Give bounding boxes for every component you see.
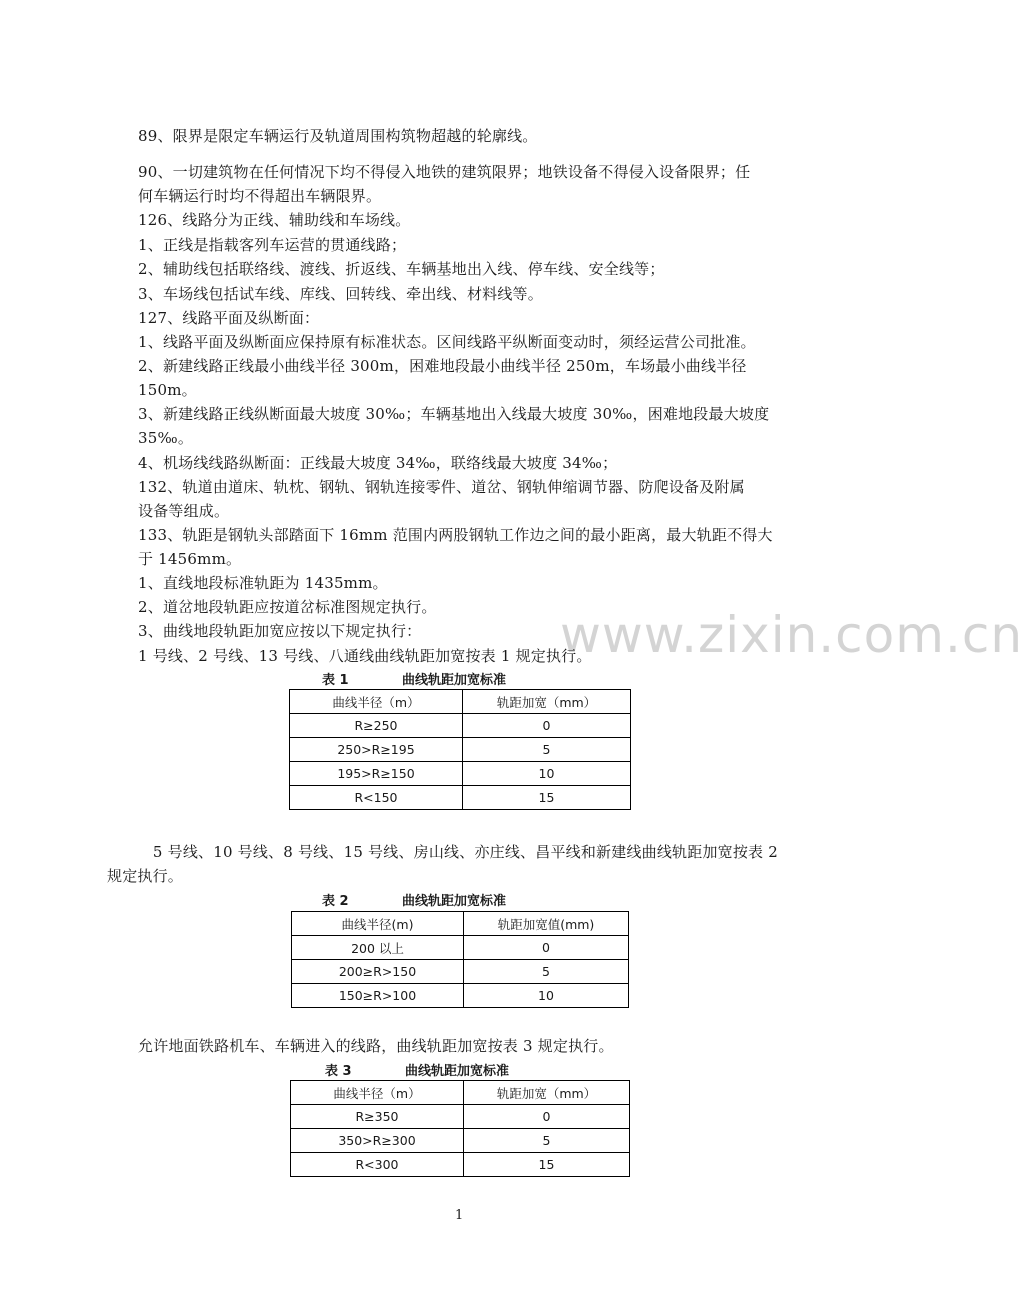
table2-number: 表 2 [322, 894, 349, 909]
paragraph-table2-intro [138, 842, 778, 862]
table-row [291, 1105, 630, 1129]
table2-caption [322, 890, 506, 909]
paragraph-133: 133、轨距是钢轨头部踏面下 16mm 范围内两股钢轨工作边之间的最小距离，最大轨距不得大 [138, 526, 773, 544]
table-cell: 5 [463, 738, 631, 762]
paragraph-table3-intro: 允许地面铁路机车、车辆进入的线路，曲线轨距加宽按表 3 规定执行。 [138, 1037, 614, 1055]
table3-number: 表 3 [325, 1064, 352, 1079]
list-item: 1、直线地段标准轨距为 1435mm。 [138, 574, 388, 592]
page-number: 1 [455, 1208, 464, 1223]
paragraph-table2-intro-cont: 规定执行。 [107, 867, 184, 885]
table-cell: R<300 [291, 1153, 464, 1177]
table-header-cell: 轨距加宽（mm） [463, 690, 631, 714]
table-row [290, 738, 631, 762]
paragraph-133-cont: 于 1456mm。 [138, 550, 242, 568]
table1-caption [322, 669, 506, 688]
table-cell: 5 [464, 1129, 630, 1153]
table-row [290, 786, 631, 810]
table-cell: 195>R≥150 [290, 762, 463, 786]
paragraph-table2-intro-text: 5 号线、10 号线、8 号线、15 号线、房山线、亦庄线、昌平线和新建线曲线轨距加宽按表 2 [152, 843, 778, 861]
paragraph-132: 132、轨道由道床、轨枕、钢轨、钢轨连接零件、道岔、钢轨伸缩调节器、防爬设备及附属 [138, 478, 745, 496]
list-item: 3、新建线路正线纵断面最大坡度 30‰；车辆基地出入线最大坡度 30‰，困难地段最大坡度 [138, 405, 770, 423]
table-header-cell: 曲线半径(m) [292, 912, 464, 936]
table1 [289, 689, 631, 810]
list-item: 2、新建线路正线最小曲线半径 300m，困难地段最小曲线半径 250m，车场最小曲线半径 [138, 357, 747, 375]
list-item: 2、辅助线包括联络线、渡线、折返线、车辆基地出入线、停车线、安全线等； [138, 260, 665, 278]
table2-title: 曲线轨距加宽标准 [402, 894, 507, 909]
list-item: 2、道岔地段轨距应按道岔标准图规定执行。 [138, 598, 437, 616]
table-header-row [292, 912, 629, 936]
table-row [292, 984, 629, 1008]
paragraph-127: 127、线路平面及纵断面： [138, 309, 320, 327]
table-cell: 250>R≥195 [290, 738, 463, 762]
table-cell: 200 以上 [292, 936, 464, 960]
table-row [291, 1129, 630, 1153]
table-header-cell: 轨距加宽值(mm) [464, 912, 629, 936]
table-cell: 0 [464, 1105, 630, 1129]
table3-caption [325, 1060, 509, 1079]
table-header-cell: 曲线半径（m） [291, 1081, 464, 1105]
table-cell: 0 [464, 936, 629, 960]
table-cell: 5 [464, 960, 629, 984]
table-cell: R<150 [290, 786, 463, 810]
table-header-cell: 轨距加宽（mm） [464, 1081, 630, 1105]
table-row [292, 960, 629, 984]
list-item: 3、车场线包括试车线、库线、回转线、牵出线、材料线等。 [138, 285, 543, 303]
table-cell: 10 [464, 984, 629, 1008]
table-cell: 15 [464, 1153, 630, 1177]
list-item: 1、正线是指载客列车运营的贯通线路； [138, 236, 407, 254]
table-cell: 350>R≥300 [291, 1129, 464, 1153]
paragraph-89: 89、限界是限定车辆运行及轨道周围构筑物超越的轮廓线。 [138, 127, 538, 145]
paragraph-90-cont: 何车辆运行时均不得超出车辆限界。 [138, 187, 382, 205]
paragraph-132-cont: 设备等组成。 [138, 502, 230, 520]
table1-title: 曲线轨距加宽标准 [402, 673, 507, 688]
table-cell: R≥350 [291, 1105, 464, 1129]
list-item: 4、机场线线路纵断面：正线最大坡度 34‰，联络线最大坡度 34‰； [138, 454, 618, 472]
table-header-row [290, 690, 631, 714]
table-row [291, 1153, 630, 1177]
table-cell: 0 [463, 714, 631, 738]
table-cell: R≥250 [290, 714, 463, 738]
table-cell: 10 [463, 762, 631, 786]
table-row [290, 762, 631, 786]
list-item-cont: 35‰。 [138, 429, 194, 447]
table-cell: 200≥R>150 [292, 960, 464, 984]
table-header-row [291, 1081, 630, 1105]
paragraph-table1-intro: 1 号线、2 号线、13 号线、八通线曲线轨距加宽按表 1 规定执行。 [138, 647, 592, 665]
table3 [290, 1080, 630, 1177]
table-header-cell: 曲线半径（m） [290, 690, 463, 714]
table-cell: 150≥R>100 [292, 984, 464, 1008]
paragraph-126: 126、线路分为正线、辅助线和车场线。 [138, 211, 411, 229]
table-row [292, 936, 629, 960]
table2 [291, 911, 629, 1008]
list-item: 1、线路平面及纵断面应保持原有标准状态。区间线路平纵断面变动时，须经运营公司批准。 [138, 333, 756, 351]
list-item: 3、曲线地段轨距加宽应按以下规定执行： [138, 622, 422, 640]
paragraph-90: 90、一切建筑物在任何情况下均不得侵入地铁的建筑限界；地铁设备不得侵入设备限界；任 [138, 163, 751, 181]
table3-title: 曲线轨距加宽标准 [405, 1064, 510, 1079]
table-row [290, 714, 631, 738]
list-item-cont: 150m。 [138, 381, 197, 399]
table1-number: 表 1 [322, 673, 349, 688]
watermark: www.zixin.com.cn [560, 606, 1023, 664]
table-cell: 15 [463, 786, 631, 810]
